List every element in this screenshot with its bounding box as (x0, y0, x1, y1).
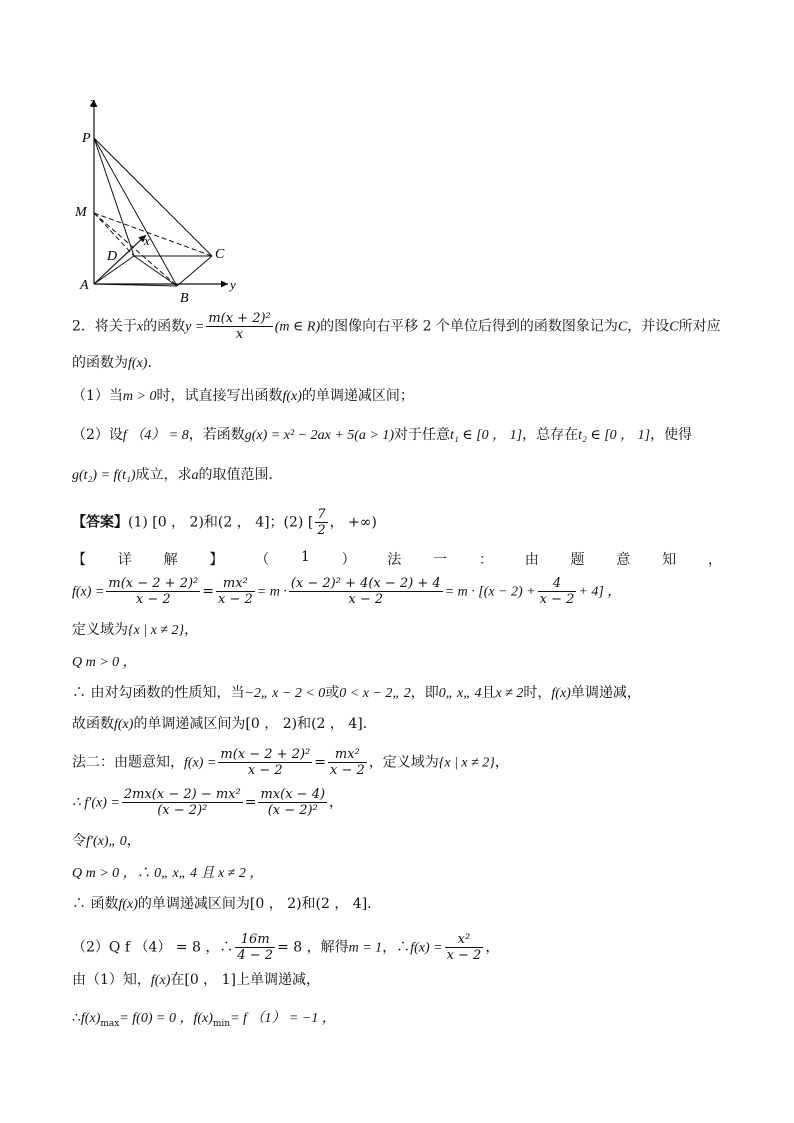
math: f(x) (551, 686, 571, 701)
domain-line (72, 623, 198, 638)
text: = 8 ，解得 (277, 939, 349, 956)
text: 成立，求 (135, 467, 192, 483)
math: f(x) (282, 389, 302, 404)
math: = m · (256, 584, 287, 600)
label-m: M (75, 205, 87, 220)
math: t₁ ∈ [0 ， 1] (450, 428, 523, 443)
label-y: y (230, 277, 236, 292)
text: 法二：由题意知， (72, 754, 184, 771)
text: 的单调递减区间为[0 ， 2)和(2 ， 4]． (137, 896, 382, 912)
since-m-line (72, 655, 137, 670)
header-char: 1 (300, 549, 310, 565)
denominator: (x − 2)² (267, 803, 318, 818)
label-d: D (107, 249, 118, 264)
numerator: 2mx(x − 2) − mx² (123, 787, 241, 802)
text: ， (494, 754, 509, 771)
text: 时，试直接写出函数 (156, 388, 283, 404)
label-b: B (180, 291, 189, 306)
text: ，并设 (627, 318, 670, 335)
text: = (244, 794, 257, 811)
text: 所对应 (678, 318, 721, 335)
fraction (235, 933, 275, 962)
math: {x | x ≠ 2} (128, 623, 185, 638)
math: Q m > 0 ， (72, 655, 137, 670)
math: f(x) (114, 717, 134, 732)
math: m > 0 (122, 389, 157, 404)
fraction (218, 748, 312, 777)
subscript-max: max (100, 1018, 120, 1029)
conclusion-1 (72, 717, 377, 732)
text: ， +∞) (329, 514, 377, 531)
math: g(x) = x² − 2ax + 5(a > 1) (244, 428, 395, 443)
header-char: ： (478, 552, 493, 568)
answer-line (72, 508, 377, 537)
text: ，即 (410, 685, 439, 701)
text: 的函数为 (72, 355, 128, 371)
fraction (216, 577, 255, 606)
math: 0„ x„ 4 (438, 686, 482, 701)
text: 定义域为 (72, 622, 128, 638)
numerator: 7 (317, 507, 326, 522)
text: ， (329, 794, 344, 811)
since-m-line-2 (72, 866, 263, 881)
text: 的单调递减区间； (301, 388, 414, 404)
part-2-line (72, 933, 499, 962)
method-2-line (72, 748, 509, 777)
label-z: z (90, 94, 96, 109)
edge-pc (94, 138, 212, 256)
math: f(x) = (184, 755, 217, 771)
numerator: 4 (538, 577, 577, 592)
text: ， (126, 833, 141, 849)
header-char: 详 (117, 552, 132, 568)
denominator: 2 (317, 523, 326, 538)
math: f(x) (128, 356, 148, 371)
denominator: x − 2 (348, 592, 384, 607)
fraction (445, 933, 484, 962)
numerator: m(x − 2 + 2)² (220, 747, 311, 762)
equation-1 (72, 577, 621, 606)
math: f(x) = (410, 940, 443, 956)
text: ，总存在 (522, 427, 579, 443)
fraction (258, 788, 327, 817)
conclusion-2 (72, 897, 381, 912)
math: {x | x ≠ 2} (438, 755, 495, 771)
text: ，使得 (650, 427, 693, 443)
text: 由（1）知， (72, 972, 151, 988)
by-part-1-line (72, 973, 320, 988)
hook-function-line (72, 686, 641, 701)
math: m = 1 (348, 940, 383, 956)
header-char: 解 (163, 552, 178, 568)
math: t₂ ∈ [0 ， 1] (578, 428, 651, 443)
text: 对于任意 (394, 427, 451, 443)
math: f （4） = 8 (122, 428, 189, 443)
denominator: x − 2 (446, 948, 482, 963)
fraction (206, 312, 272, 341)
math: Q m > 0 ，∴ 0„ x„ 4 且 x ≠ 2 ， (72, 866, 264, 881)
problem-number: 2． (72, 318, 95, 335)
denominator: (x − 2)² (157, 803, 208, 818)
math: x ≠ 2 (495, 686, 524, 701)
text: ，定义域为 (368, 754, 439, 771)
text: ∴ 由对勾函数的性质知，当 (72, 685, 245, 701)
math: y = (185, 319, 205, 335)
text: ， (184, 622, 199, 638)
denominator: x − 2 (135, 592, 171, 607)
math: = m · [(x − 2) + (444, 584, 536, 600)
header-char: 一 (433, 552, 448, 568)
math: f(x) (193, 1011, 213, 1026)
extrema-line (72, 1011, 336, 1029)
text: (1) [0 ， 2)和(2 ， 4]；(2) [ (128, 514, 314, 531)
math: f(x) (150, 973, 171, 988)
math: (m ∈ R) (274, 319, 321, 335)
fraction (328, 748, 367, 777)
text: = (314, 754, 326, 771)
denominator: 4 − 2 (237, 948, 274, 963)
label-a: A (80, 278, 89, 293)
numerator: 16m (235, 933, 275, 948)
numerator: mx² (216, 577, 255, 592)
let-line (72, 834, 141, 849)
text: ∴ 函数 (72, 896, 119, 912)
edge-bc (177, 256, 212, 286)
header-char: 法 (387, 552, 402, 568)
math: f′(x)„ 0 (86, 834, 127, 849)
fraction (289, 577, 443, 606)
label-x: x (144, 233, 150, 248)
solution-header (72, 549, 722, 569)
math: + 4] ， (578, 584, 622, 600)
fraction (106, 577, 200, 606)
text: ，∴ (382, 939, 411, 956)
text: （2）设 (72, 427, 123, 443)
text: 时， (523, 685, 552, 701)
text: ，若函数 (188, 427, 245, 443)
fraction (315, 508, 327, 537)
text: 将关于 (94, 318, 137, 335)
math: 0 < x − 2„ 2 (339, 686, 411, 701)
label-c: C (215, 247, 225, 262)
problem-line-2 (72, 356, 161, 371)
text: 在[0 ， 1]上单调递减， (170, 972, 320, 988)
label-p: P (82, 131, 91, 146)
text: 单调递减， (570, 685, 641, 701)
numerator: m(x + 2)² (208, 311, 271, 326)
header-char: 由 (524, 552, 539, 568)
text: （1）当 (72, 388, 123, 404)
math: x (136, 319, 144, 335)
math: f(x) = (72, 584, 105, 600)
math: C (669, 319, 679, 335)
header-char: 知 (662, 552, 677, 568)
edge-pd (94, 138, 134, 256)
math: g(t₂) = f(t₁) (72, 468, 136, 483)
text: 故函数 (72, 716, 114, 732)
math: f(x) (80, 1011, 101, 1026)
numerator: m(x − 2 + 2)² (108, 576, 199, 591)
question-1 (72, 389, 414, 404)
numerator: mx² (328, 748, 367, 763)
denominator: x (235, 327, 244, 342)
text: 的图像向右平移 2 个单位后得到的函数图象记为 (320, 318, 618, 335)
header-char: 】 (209, 552, 224, 568)
math: a (191, 468, 199, 483)
text: 的取值范围． (198, 467, 283, 483)
denominator: x − 2 (539, 592, 575, 607)
math: ∴ f′(x) = (72, 795, 120, 811)
text: 或 (325, 685, 340, 701)
header-char: 意 (616, 552, 631, 568)
header-char: 题 (570, 552, 585, 568)
text: = (202, 583, 214, 600)
denominator: x − 2 (329, 763, 365, 778)
text: 令 (72, 833, 86, 849)
math: f(x) (118, 897, 138, 912)
text: ， (485, 939, 500, 956)
edge-db (134, 256, 177, 286)
text: 且 (481, 685, 496, 701)
math: C (617, 319, 628, 335)
pyramid-figure (70, 92, 270, 310)
fraction (122, 788, 243, 817)
denominator: x − 2 (217, 592, 253, 607)
numerator: x² (445, 933, 484, 948)
text: ∴ (72, 1010, 81, 1026)
text: （2）Q f （4） = 8 ，∴ (72, 939, 234, 956)
text: ． (147, 355, 162, 371)
text: 的单调递减区间为[0 ， 2)和(2 ， 4]． (133, 716, 377, 732)
answer-label: 【答案】 (72, 514, 128, 531)
derivative-line (72, 788, 343, 817)
problem-line-1 (72, 312, 721, 341)
numerator: mx(x − 4) (260, 787, 326, 802)
header-char: ， (707, 552, 722, 568)
header-char: 【 (72, 552, 86, 568)
fraction (538, 577, 577, 606)
math: = f （1） = −1 ， (230, 1011, 336, 1026)
subscript-min: min (212, 1018, 231, 1029)
text: 的函数 (143, 318, 186, 335)
math: −2„ x − 2 < 0 (244, 686, 326, 701)
question-2-line-1 (72, 428, 692, 443)
question-2-line-2 (72, 468, 283, 483)
header-char: （ (255, 552, 270, 568)
numerator: (x − 2)² + 4(x − 2) + 4 (290, 576, 441, 591)
math: = f(0) = 0 ， (119, 1011, 194, 1026)
denominator: x − 2 (247, 763, 283, 778)
header-char: ） (341, 552, 356, 568)
